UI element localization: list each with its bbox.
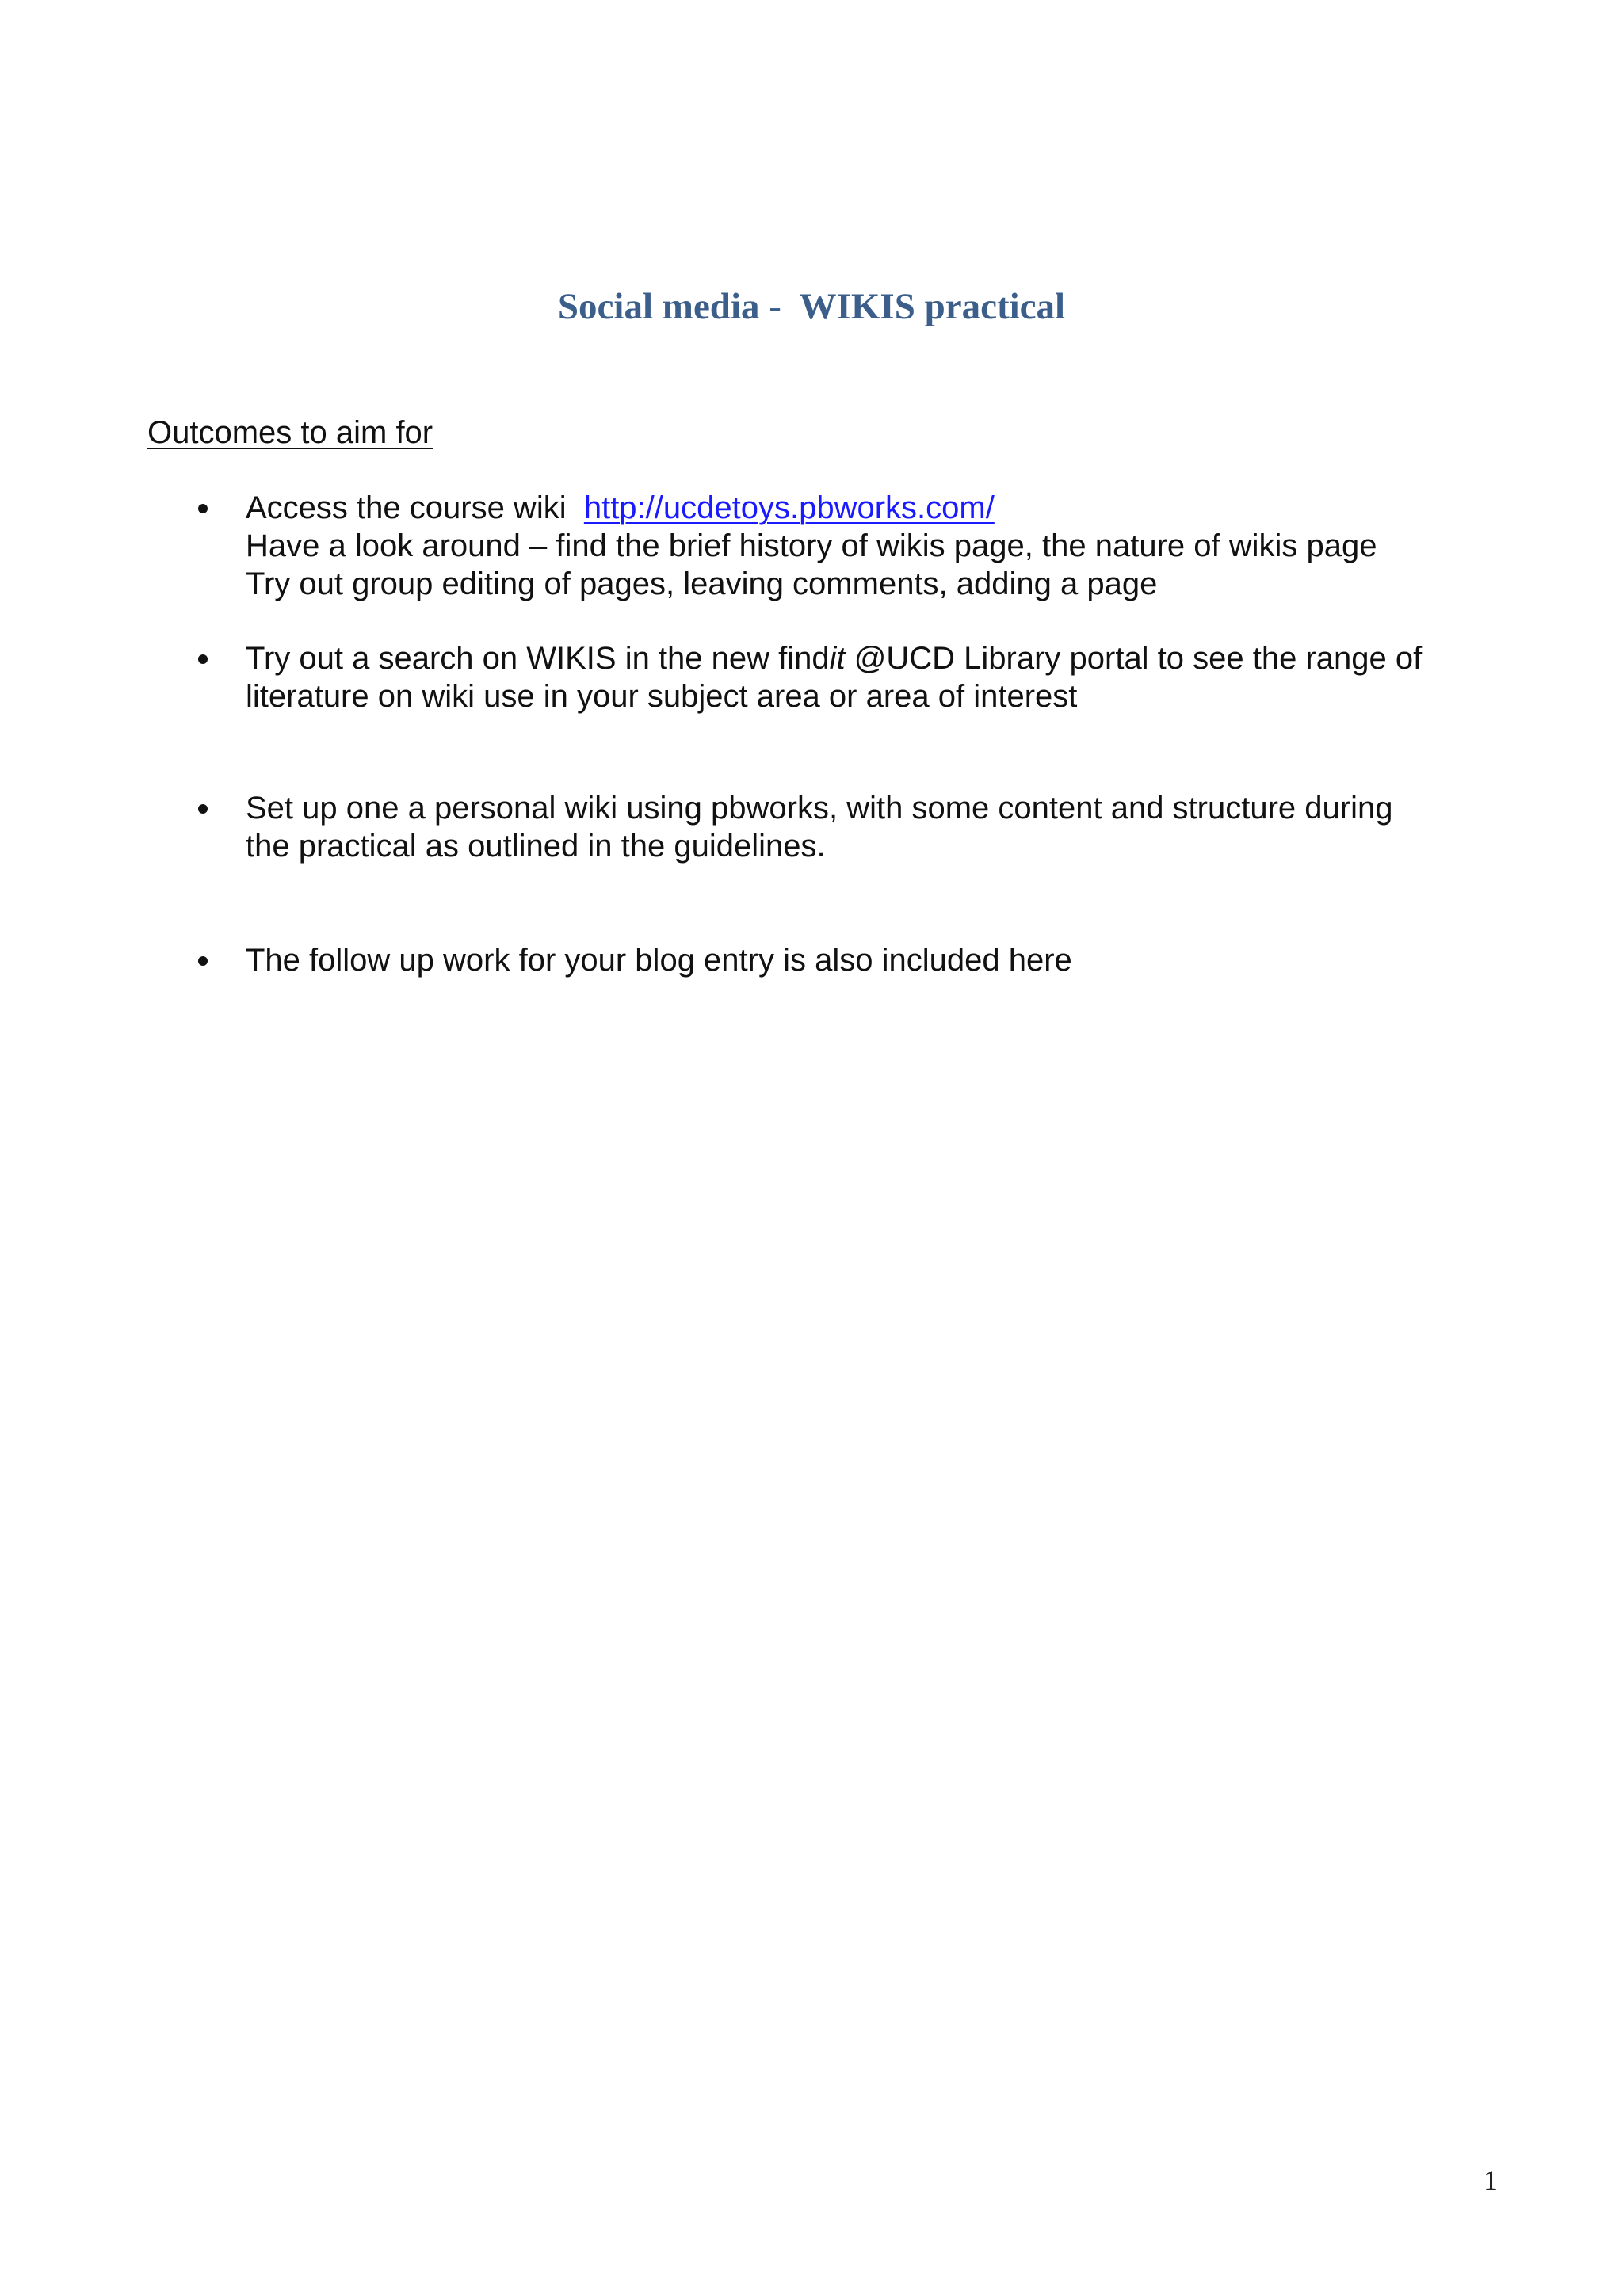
italic-text-segment: it <box>829 641 846 676</box>
text-line: Try out group editing of pages, leaving comments, adding a page <box>246 566 1158 601</box>
list-item-text <box>246 639 1482 715</box>
course-wiki-label: Access the course wiki <box>246 490 567 525</box>
text-line <box>246 489 1482 527</box>
text-line: Set up one a personal wiki using pbworks, with some content and structure during <box>246 791 1393 826</box>
bullet-icon <box>198 804 208 814</box>
list-item-text <box>246 941 1482 979</box>
text-segment: Try out a search on WIKIS in the new find <box>246 641 830 676</box>
list-item-text <box>246 489 1482 603</box>
text-line: the practical as outlined in the guidelines. <box>246 829 826 864</box>
page-number: 1 <box>1484 2164 1498 2196</box>
text-line: Have a look around – find the brief history of wikis page, the nature of wikis page <box>246 528 1377 563</box>
bullet-icon <box>198 504 208 513</box>
text-line: The follow up work for your blog entry is also included here <box>246 943 1072 978</box>
bullet-icon <box>198 654 208 664</box>
list-item-text <box>246 789 1482 865</box>
text-line: literature on wiki use in your subject area or area of interest <box>246 679 1078 714</box>
course-wiki-link[interactable]: http://ucdetoys.pbworks.com/ <box>583 490 995 525</box>
section-heading-outcomes: Outcomes to aim for <box>147 415 433 450</box>
page-title: Social media - WIKIS practical <box>557 286 1066 328</box>
text-line <box>246 639 1482 677</box>
bullet-icon <box>198 956 208 966</box>
text-segment: @UCD Library portal to see the range of <box>845 641 1423 676</box>
